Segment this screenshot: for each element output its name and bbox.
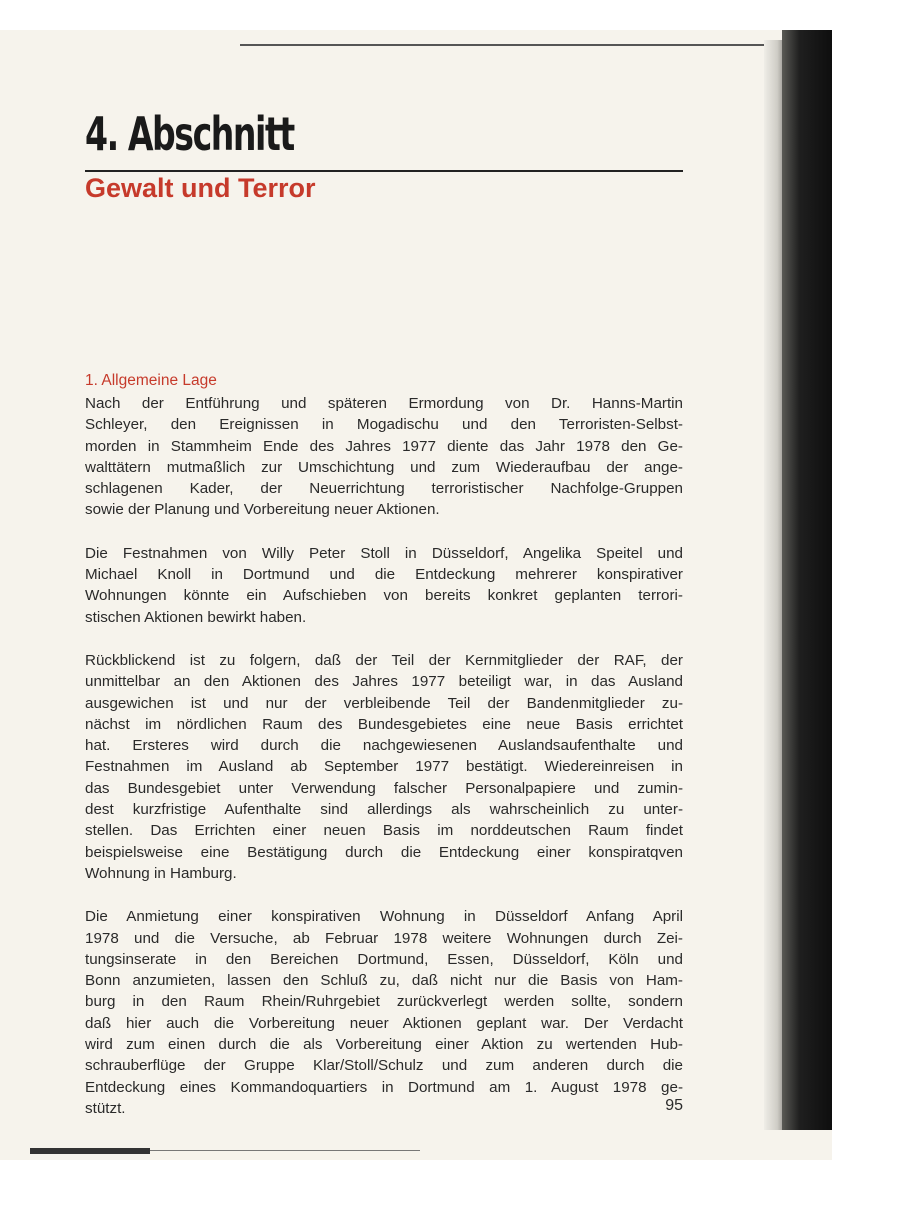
text-line: Schleyer, den Ereignissen in Mogadischu und den Terroristen-Selbst- <box>85 416 683 434</box>
text-line: tungsinserate in den Bereichen Dortmund, Essen, Düsseldorf, Köln und <box>85 950 683 968</box>
text-line: stellen. Das Errichten einer neuen Basis im norddeutschen Raum findet <box>85 822 683 840</box>
text-line: Bonn anzumieten, lassen den Schluß zu, daß nicht nur die Basis von Ham- <box>85 972 683 990</box>
text-line: ausgewichen ist und nur der verbleibende Teil der Bandenmitglieder zu- <box>85 694 683 712</box>
text-line: dest kurzfristige Aufenthalte sind allerdings als wahrscheinlich zu unter- <box>85 801 683 819</box>
page-number: 95 <box>665 1097 683 1114</box>
text-line: Die Anmietung einer konspirativen Wohnung in Düsseldorf Anfang April <box>85 908 683 926</box>
text-line: Entdeckung eines Kommandoquartiers in Dortmund am 1. August 1978 ge- <box>85 1078 683 1096</box>
text-line: hat. Ersteres wird durch die nachgewiesenen Auslandsaufenthalte und <box>85 737 683 755</box>
text-line: Die Festnahmen von Willy Peter Stoll in Düsseldorf, Angelika Speitel und <box>85 544 683 562</box>
text-line: 1978 und die Versuche, ab Februar 1978 weitere Wohnungen durch Zei- <box>85 929 683 947</box>
text-line: Wohnungen könnte ein Aufschieben von bereits konkret geplanten terrori- <box>85 587 683 605</box>
scan-bottom-margin <box>0 1160 900 1205</box>
text-line: sowie der Planung und Vorbereitung neuer Aktionen. <box>85 501 440 519</box>
body-text <box>85 393 683 1141</box>
scan-top-edge <box>240 44 780 46</box>
scan-bottom-edge-strip <box>30 1148 150 1154</box>
text-line: nächst im nördlichen Raum des Bundesgebietes eine neue Basis errichtet <box>85 715 683 733</box>
scan-bottom-edge-rule <box>150 1150 420 1151</box>
text-line: morden in Stammheim Ende des Jahres 1977 diente das Jahr 1978 den Ge- <box>85 437 683 455</box>
text-line: stützt. <box>85 1099 126 1117</box>
paragraph-2 <box>85 543 683 628</box>
text-line: Wohnung in Hamburg. <box>85 864 237 882</box>
text-line: unmittelbar an den Aktionen des Jahres 1977 beteiligt war, in das Ausland <box>85 673 683 691</box>
text-line: wird zum einen durch die als Vorbereitung einer Aktion zu wertenden Hub- <box>85 1036 683 1054</box>
chapter-number: 4. Abschnitt <box>85 107 294 161</box>
text-line: schrauberflüge der Gruppe Klar/Stoll/Schulz und zum anderen durch die <box>85 1057 683 1075</box>
text-line: burg in den Raum Rhein/Ruhrgebiet zurückverlegt werden sollte, sondern <box>85 993 683 1011</box>
text-line: beispielsweise eine Bestätigung durch die Entdeckung einer konspiratqven <box>85 843 683 861</box>
text-line: Nach der Entführung und späteren Ermordung von Dr. Hanns-Martin <box>85 395 683 412</box>
text-line: walttätern mutmaßlich zur Umschichtung und zum Wiederaufbau der ange- <box>85 458 683 476</box>
scan-top-margin <box>0 0 900 30</box>
text-line: Rückblickend ist zu folgern, daß der Teil der Kernmitglieder der RAF, der <box>85 651 683 669</box>
text-line: Festnahmen im Ausland ab September 1977 bestätigt. Wiedereinreisen in <box>85 758 683 776</box>
text-line: schlagenen Kader, der Neuerrichtung terroristischer Nachfolge-Gruppen <box>85 480 683 498</box>
chapter-title: Gewalt und Terror <box>85 173 316 203</box>
paragraph-1 <box>85 393 683 521</box>
section-heading: 1. Allgemeine Lage <box>85 372 217 389</box>
scan-right-margin <box>832 0 900 1205</box>
text-line: daß hier auch die Vorbereitung neuer Aktionen geplant war. Der Verdacht <box>85 1014 683 1032</box>
paragraph-4 <box>85 906 683 1119</box>
paragraph-3 <box>85 650 683 884</box>
text-line: Michael Knoll in Dortmund und die Entdeckung mehrerer konspirativer <box>85 566 683 584</box>
book-spine <box>782 30 832 1130</box>
text-line: stischen Aktionen bewirkt haben. <box>85 608 307 626</box>
text-line: das Bundesgebiet unter Verwendung falscher Personalpapiere und zumin- <box>85 779 683 797</box>
